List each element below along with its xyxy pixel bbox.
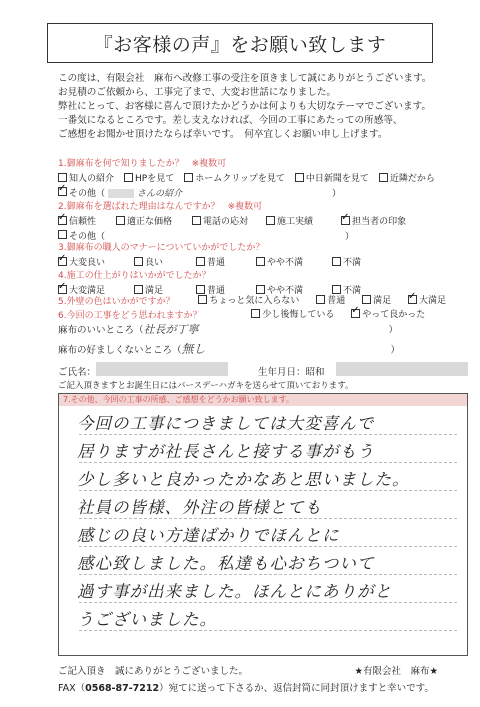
q5-option[interactable]: ✓ 大満足 [408,293,446,306]
intro-line: お見積のご依頼から、工事完了まで、大変お世話になりました。 [58,87,337,98]
q4-option[interactable]: 普通 [196,283,246,296]
page-title: 『お客様の声』をお願い致します [47,23,433,63]
handwritten-bad: 無し [181,342,206,356]
checkbox-icon[interactable] [266,216,275,225]
q6-option[interactable]: 少し後悔している [251,307,334,320]
handwritten-other: さんの紹介 [137,189,183,199]
intro-line: 弊社にとって、お客様に喜んで頂けたかどうかは何よりも大切なテーマでございます。 [58,101,432,112]
q5-option[interactable]: 満足 [362,293,391,306]
footer-company: ★有限会社 麻布★ [354,666,438,677]
comment-line: 居りますが社長さんと接する事がもう [77,442,375,461]
q2-option[interactable]: 適正な価格 [116,214,172,227]
checkbox-icon[interactable] [198,295,207,304]
q3-option[interactable]: やや不満 [256,255,322,268]
good-points-row: 麻布のいいところ（社長が丁寧 ） [58,323,399,336]
checkbox-icon[interactable] [184,173,193,182]
comment-line: 社員の皆様、外注の皆様とても [77,498,322,517]
checkbox-checked-icon[interactable] [58,216,67,225]
checkbox-icon[interactable] [116,216,125,225]
q5-option[interactable]: 普通 [316,293,345,306]
question-6-title: 6.今回の工事をどう思われますか？ [58,311,202,321]
q2-option[interactable]: ✓ 担当者の印象 [341,214,406,227]
comment-box [58,393,468,656]
question-3 [58,240,371,268]
q2-other: その他（ ） [58,229,416,242]
birth-row: 生年月日：昭和 [258,367,325,378]
checkbox-checked-icon[interactable] [58,257,67,266]
question-2 [58,199,416,242]
intro-line: 一番気になるところです。差し支えなければ、今回の工事にあたっての所感等、 [58,115,403,126]
q6-option[interactable]: ✓ やって良かった [351,307,425,320]
bad-points-row: 麻布の好ましくないところ（無し ） [58,342,401,356]
checkbox-icon[interactable] [295,173,304,182]
q3-option[interactable]: ✓ 大変良い [58,255,124,268]
question-4 [58,268,371,296]
checkbox-icon[interactable] [332,257,341,266]
handwritten-good: 社長が丁寧 [143,323,199,336]
intro-text [58,72,468,142]
question-2-title: 2.御麻布を選ばれた理由はなんですか？ ※複数可 [58,202,263,212]
q1-option[interactable]: 近隣だから [379,171,435,184]
q2-option[interactable]: ✓ 信頼性 [58,214,96,227]
checkbox-icon[interactable] [362,295,371,304]
question-5-title: 5.外壁の色はいかがですか？ [58,297,175,307]
checkbox-icon[interactable] [124,173,133,182]
checkbox-checked-icon[interactable] [341,216,350,225]
comment-line: 今回の工事につきましては大変喜んで [77,414,375,433]
q1-option[interactable]: 中日新聞を見て [295,171,369,184]
q3-option[interactable]: 普通 [196,255,246,268]
q4-option[interactable]: 不満 [332,283,361,296]
comment-line: 過す事が出来ました。ほんとにありがと [77,582,392,601]
comment-line: 少し多いと良かったかなあと思いました。 [77,470,410,489]
q1-option[interactable]: HPを見て [124,171,174,184]
checkbox-checked-icon[interactable] [58,187,67,196]
name-row: ご氏名： [58,367,97,378]
checkbox-icon[interactable] [196,257,205,266]
checkbox-icon[interactable] [316,295,325,304]
q4-option[interactable]: やや不満 [256,283,322,296]
checkbox-icon[interactable] [251,309,260,318]
question-5 [58,293,456,307]
intro-line: ご感想をお聞かせ頂けたならば幸いです。 何卒宜しくお願い申し上げます。 [58,129,388,140]
birthday-note: ご記入頂きますとお誕生日にはバースデーハガキを送らせて頂いております。 [58,381,354,391]
checkbox-checked-icon[interactable] [408,295,417,304]
comment-line: 感じの良い方達ばかりでほんとに [77,526,340,545]
checkbox-icon[interactable] [192,216,201,225]
comment-line: 感心致しました。私達も心おちついて [77,554,375,573]
redacted-name [108,189,134,198]
q3-option[interactable]: 不満 [332,255,361,268]
footer-thanks: ご記入頂き 誠にありがとうございました。 [58,666,249,677]
q5-option[interactable]: ちょっと気に入らない [198,293,299,306]
intro-line: この度は、有限会社 麻布へ改修工事の受注を頂きまして誠にありがとうございます。 [58,73,432,84]
redacted-birth-field [336,362,468,376]
q1-option[interactable]: ホームクリップを見て [184,171,285,184]
question-3-title: 3.御麻布の職人のマナーについていかがでしたか？ [58,243,265,253]
q2-option[interactable]: 施工実績 [266,214,313,227]
q3-option[interactable]: 良い [134,255,186,268]
checkbox-icon[interactable] [134,257,143,266]
fax-number: 0568-87-7212 [85,683,160,694]
q2-option[interactable]: 電話の応対 [192,214,248,227]
question-4-title: 4.施工の仕上がりはいかがでしたか？ [58,271,211,281]
checkbox-checked-icon[interactable] [351,309,360,318]
question-1 [58,156,445,199]
checkbox-icon[interactable] [58,230,67,239]
q1-other: ✓その他（ さんの紹介 ） [58,186,445,199]
comment-line: うございました。 [77,610,217,629]
checkbox-icon[interactable] [379,173,388,182]
q4-option[interactable]: ✓ 大変満足 [58,283,124,296]
question-6 [58,307,435,321]
footer: ご記入頂き 誠にありがとうございました。 ★有限会社 麻布★ FAX（0568-87-7212）宛てに送って下さるか、返信封筒に同封頂けますと幸いです。 [58,663,468,694]
redacted-name-field [96,362,228,376]
question-7-title: 7.その他、今回の工事の所感、ご感想をどうかお願い致します。 [59,394,467,406]
checkbox-icon[interactable] [256,257,265,266]
q4-option[interactable]: 満足 [134,283,186,296]
q1-option[interactable]: 知人の紹介 [58,171,114,184]
checkbox-icon[interactable] [58,173,67,182]
question-1-title: 1.御麻布を何で知りましたか？ ※複数可 [58,159,227,169]
